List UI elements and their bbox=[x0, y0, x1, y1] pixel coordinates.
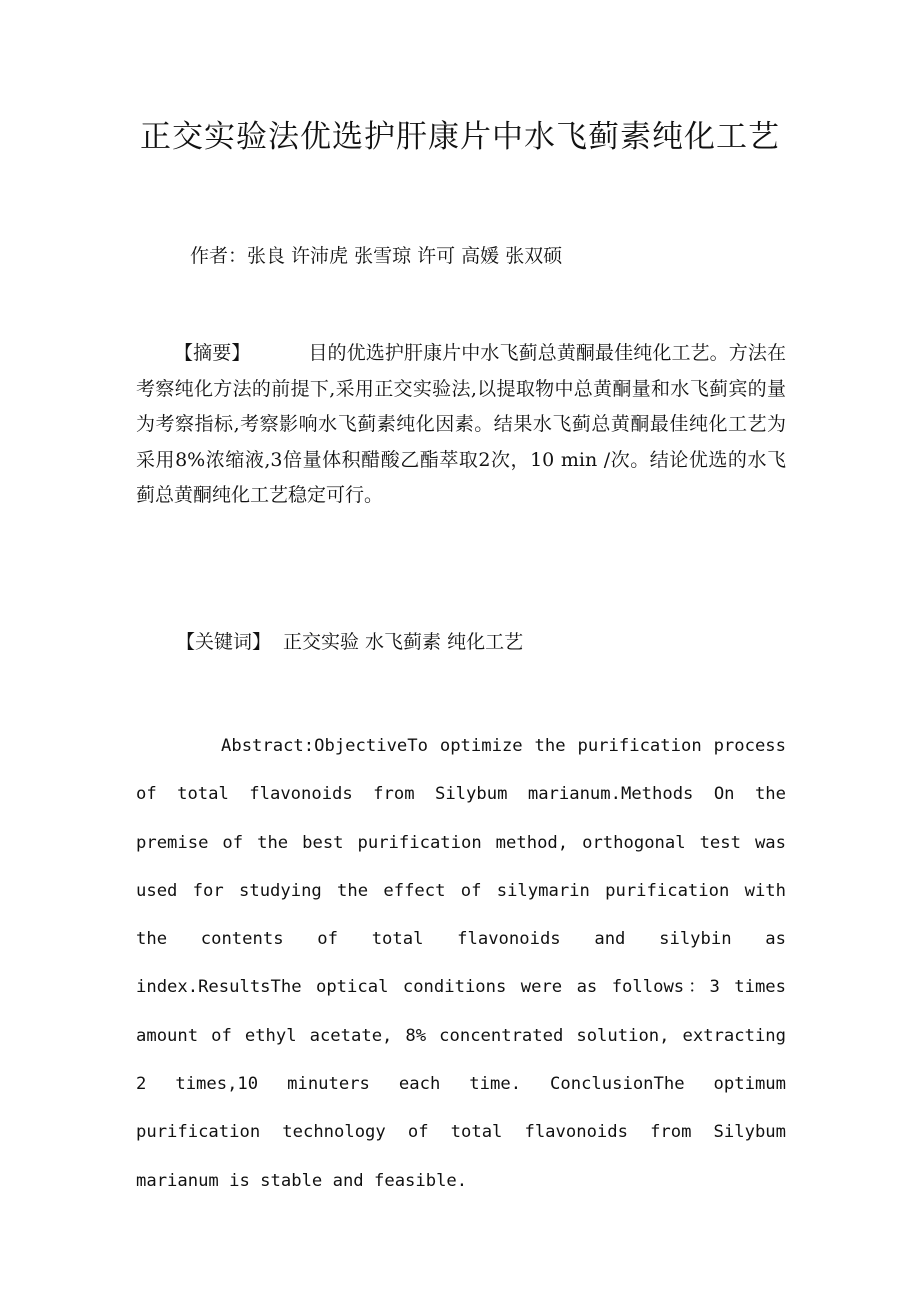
document-title: 正交实验法优选护肝康片中水飞蓟素纯化工艺 bbox=[140, 119, 780, 155]
english-abstract bbox=[136, 722, 786, 1205]
keywords-text: 正交实验 水飞蓟素 纯化工艺 bbox=[283, 631, 524, 653]
abstract-text: 目的优选护肝康片中水飞蓟总黄酮最佳纯化工艺。方法在考察纯化方法的前提下,采用正交实验法,以提取物中总黄酮量和水飞蓟宾的量为考察指标,考察影响水飞蓟素纯化因素。结果水飞蓟总黄酮最佳纯化工艺为采用8%浓缩液,3倍量体积醋酸乙酯萃取2次，10 min /次。结论优选的水飞蓟总黄酮纯化工艺稳定可行。 bbox=[136, 342, 786, 506]
english-abstract-text: Abstract:ObjectiveTo optimize the purification process of total flavonoids from Silybum marianum.Methods On the premise of the best purification method, orthogonal test was used for studying the effect of silymarin purification with the contents of total flavonoids and silybin as index.ResultsThe optical conditions were as follows：3 times amount of ethyl acetate, 8% concentrated solution, extracting 2 times,10 minuters each time. ConclusionThe optimum purification technology of total flavonoids from Silybum marianum is stable and feasible. bbox=[136, 736, 786, 1191]
author-line: 作者：张良 许沛虎 张雪琼 许可 高媛 张双硕 bbox=[190, 245, 563, 267]
keywords-line bbox=[176, 627, 523, 657]
keywords-label: 【关键词】 bbox=[176, 631, 272, 653]
abstract-label: 【摘要】 bbox=[174, 342, 251, 364]
chinese-abstract bbox=[136, 336, 786, 514]
